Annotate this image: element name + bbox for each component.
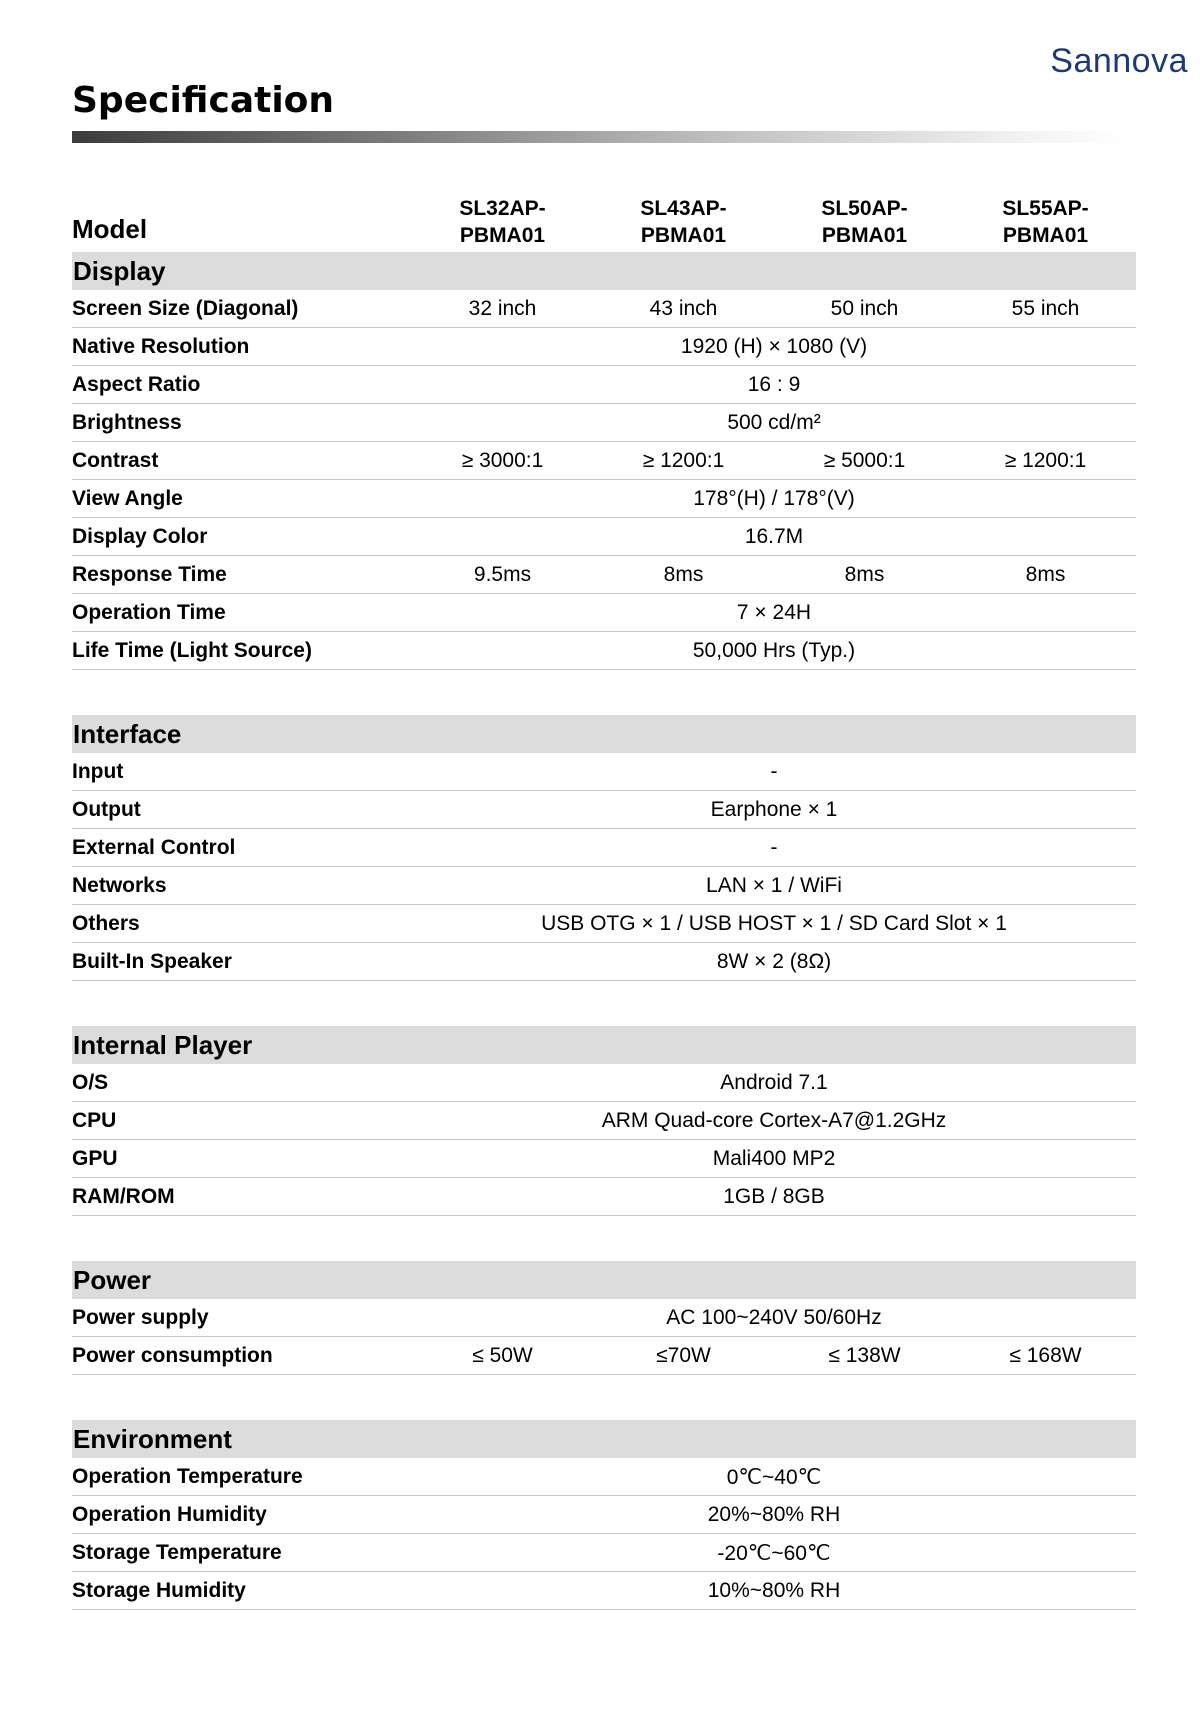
spec-row xyxy=(72,632,1136,670)
section-gap xyxy=(72,670,1136,715)
spec-value: 8W × 2 (8Ω) xyxy=(716,950,832,973)
spec-label: Networks xyxy=(72,874,167,897)
spec-value: 1920 (H) × 1080 (V) xyxy=(680,335,868,358)
spec-value-model-2: ≥ 1200:1 xyxy=(642,449,725,472)
spec-label: Input xyxy=(72,760,124,783)
spec-value: 20%~80% RH xyxy=(707,1503,841,1526)
spec-row xyxy=(72,518,1136,556)
spec-row xyxy=(72,442,1136,480)
spec-label: Storage Humidity xyxy=(72,1579,246,1602)
section-power xyxy=(72,1261,1136,1375)
spec-value: Android 7.1 xyxy=(720,1071,828,1094)
spec-row xyxy=(72,943,1136,981)
spec-row xyxy=(72,366,1136,404)
spec-value: 500 cd/m² xyxy=(727,411,821,434)
spec-label: CPU xyxy=(72,1109,117,1132)
spec-value: Mali400 MP2 xyxy=(712,1147,836,1170)
section-internal-player xyxy=(72,1026,1136,1216)
spec-row xyxy=(72,1178,1136,1216)
spec-value: 1GB / 8GB xyxy=(723,1185,825,1208)
spec-label: Aspect Ratio xyxy=(72,373,201,396)
spec-value: 16.7M xyxy=(744,525,804,548)
spec-row xyxy=(72,1337,1136,1375)
spec-value-model-4: ≥ 1200:1 xyxy=(1004,449,1087,472)
spec-row xyxy=(72,556,1136,594)
spec-row xyxy=(72,1299,1136,1337)
spec-value: - xyxy=(770,760,778,783)
spec-value-model-2: 8ms xyxy=(663,563,704,586)
model-column-4: SL55AP- PBMA01 xyxy=(1002,197,1089,247)
spec-row xyxy=(72,594,1136,632)
spec-label: Others xyxy=(72,912,140,935)
spec-row xyxy=(72,1458,1136,1496)
spec-label: Life Time (Light Source) xyxy=(72,639,312,662)
spec-row xyxy=(72,791,1136,829)
spec-row xyxy=(72,480,1136,518)
spec-value-model-1: ≤ 50W xyxy=(472,1344,533,1367)
spec-label: Response Time xyxy=(72,563,227,586)
spec-label: Power consumption xyxy=(72,1344,273,1367)
spec-value-model-3: 8ms xyxy=(844,563,885,586)
spec-row xyxy=(72,1496,1136,1534)
model-column-3: SL50AP- PBMA01 xyxy=(821,197,908,247)
spec-label: GPU xyxy=(72,1147,118,1170)
spec-value-model-1: 9.5ms xyxy=(473,563,532,586)
spec-row xyxy=(72,905,1136,943)
section-environment xyxy=(72,1420,1136,1610)
section-header: Display xyxy=(72,252,1136,290)
spec-label: O/S xyxy=(72,1071,109,1094)
spec-value: 50,000 Hrs (Typ.) xyxy=(692,639,856,662)
spec-value: 178°(H) / 178°(V) xyxy=(693,487,855,510)
spec-value-model-4: ≤ 168W xyxy=(1009,1344,1082,1367)
spec-row xyxy=(72,1572,1136,1610)
spec-value-model-3: 50 inch xyxy=(830,297,899,320)
spec-row xyxy=(72,1534,1136,1572)
spec-label: Output xyxy=(72,798,141,821)
spec-row xyxy=(72,867,1136,905)
spec-value: 16 : 9 xyxy=(747,373,801,396)
spec-value-model-2: 43 inch xyxy=(649,297,718,320)
spec-value: USB OTG × 1 / USB HOST × 1 / SD Card Slot × 1 xyxy=(541,912,1007,935)
spec-label: RAM/ROM xyxy=(72,1185,175,1208)
spec-row xyxy=(72,1140,1136,1178)
spec-value: AC 100~240V 50/60Hz xyxy=(666,1306,882,1329)
model-label: Model xyxy=(72,213,148,244)
spec-table xyxy=(72,192,1136,1610)
spec-label: Screen Size (Diagonal) xyxy=(72,297,299,320)
spec-value: LAN × 1 / WiFi xyxy=(706,874,842,897)
section-gap xyxy=(72,981,1136,1026)
spec-row xyxy=(72,290,1136,328)
spec-label: Brightness xyxy=(72,411,182,434)
spec-label: Operation Time xyxy=(72,601,226,624)
section-display xyxy=(72,252,1136,670)
spec-value: 7 × 24H xyxy=(736,601,812,624)
spec-value-model-4: 8ms xyxy=(1025,563,1066,586)
spec-value: ARM Quad-core Cortex-A7@1.2GHz xyxy=(601,1109,947,1132)
spec-value: 0℃~40℃ xyxy=(726,1465,822,1489)
spec-value-model-3: ≥ 5000:1 xyxy=(823,449,906,472)
spec-row xyxy=(72,1102,1136,1140)
spec-label: Operation Humidity xyxy=(72,1503,267,1526)
spec-value: 10%~80% RH xyxy=(707,1579,841,1602)
spec-value-model-1: ≥ 3000:1 xyxy=(461,449,544,472)
spec-row xyxy=(72,328,1136,366)
spec-label: Operation Temperature xyxy=(72,1465,303,1488)
spec-row xyxy=(72,829,1136,867)
section-header: Power xyxy=(72,1261,1136,1299)
spec-value-model-1: 32 inch xyxy=(468,297,537,320)
model-column-1: SL32AP- PBMA01 xyxy=(459,197,546,247)
spec-row xyxy=(72,404,1136,442)
spec-label: Native Resolution xyxy=(72,335,250,358)
spec-row xyxy=(72,1064,1136,1102)
section-gap xyxy=(72,1216,1136,1261)
brand-logo-text: Sannova xyxy=(1050,42,1188,80)
section-header: Internal Player xyxy=(72,1026,1136,1064)
spec-sections xyxy=(72,252,1136,1610)
model-column-2: SL43AP- PBMA01 xyxy=(640,197,727,247)
section-header: Interface xyxy=(72,715,1136,753)
title-gradient-bar xyxy=(72,131,1127,143)
spec-row xyxy=(72,753,1136,791)
spec-value: - xyxy=(770,836,778,859)
section-header: Environment xyxy=(72,1420,1136,1458)
spec-value-model-3: ≤ 138W xyxy=(828,1344,901,1367)
spec-label: Power supply xyxy=(72,1306,209,1329)
section-gap xyxy=(72,1375,1136,1420)
spec-value-model-2: ≤70W xyxy=(656,1344,711,1367)
spec-label: View Angle xyxy=(72,487,183,510)
page-title: Specification xyxy=(72,80,335,121)
section-interface xyxy=(72,715,1136,981)
spec-label: External Control xyxy=(72,836,236,859)
spec-label: Built-In Speaker xyxy=(72,950,232,973)
spec-value: Earphone × 1 xyxy=(710,798,838,821)
spec-value: -20℃~60℃ xyxy=(717,1541,831,1565)
spec-label: Contrast xyxy=(72,449,159,472)
spec-label: Display Color xyxy=(72,525,208,548)
spec-value-model-4: 55 inch xyxy=(1011,297,1080,320)
spec-label: Storage Temperature xyxy=(72,1541,282,1564)
model-row xyxy=(72,192,1136,252)
